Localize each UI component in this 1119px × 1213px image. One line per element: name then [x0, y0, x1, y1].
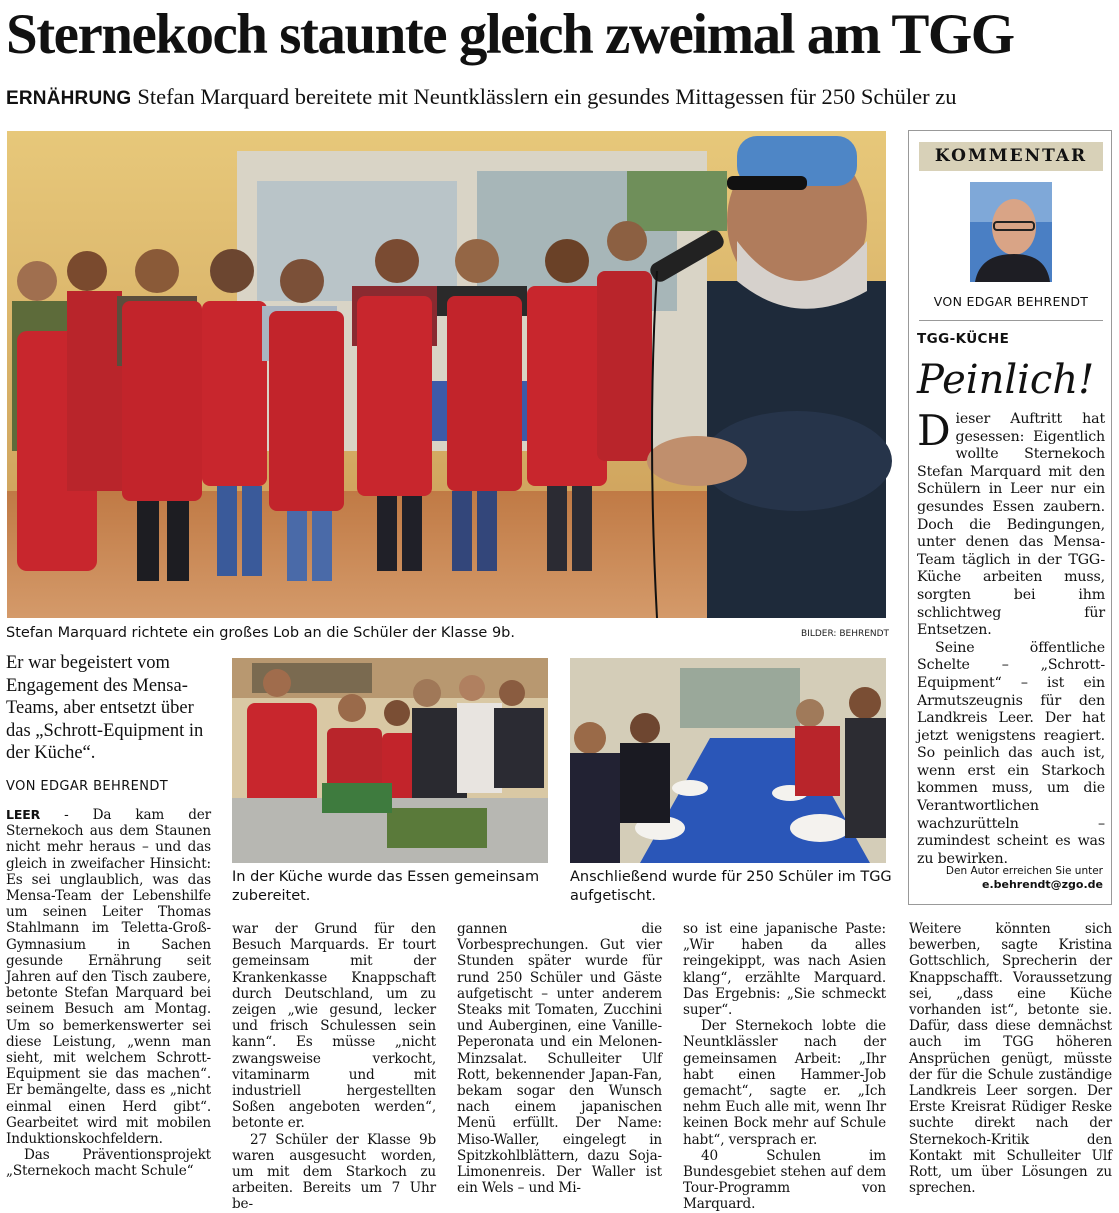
dateline: LEER	[6, 807, 41, 822]
author-email[interactable]: e.behrendt@zgo.de	[982, 878, 1103, 891]
article-column-3	[457, 921, 662, 1197]
photo-table-caption: Anschließend wurde für 250 Schüler im TGG aufgetischt.	[570, 869, 892, 904]
main-photo	[7, 131, 886, 618]
contact-note: Den Autor erreichen Sie unter	[945, 865, 1103, 877]
author-portrait	[970, 182, 1052, 282]
article-paragraph: - Da kam der Sternekoch aus dem Staunen nicht mehr heraus – und das gleich in zweifacher Hinsicht: Es sei unglaublich, was das Mensa-Team der Lebenshilfe um seinen Leiter Thomas Stahlmann im Teletta-Groß-Gymnasium in Sachen gesunde Ernährung seit Jahren auf den Tisch zaubere, betonte Stefan Marquard bei seinem Besuch am Montag. Um so bemerkenswerter sei diese Leistung, „wenn man sieht, mit welchem Schrott-Equipment sie das machen“. Er bemängelte, dass es „nicht einmal einen Herd gibt“. Gearbeitet wird mit mobilen Induktionskochfeldern.	[6, 807, 211, 1148]
article-column-5	[909, 921, 1112, 1197]
main-photo-image	[7, 131, 886, 618]
article-paragraph: Der Sternekoch lobte die Neuntklässler nach der gemeinsamen Arbeit: „Ihr habt einen Hammer-Job gemacht“, sagte er. „Ich nehm Euch alle mit, wenn Ihr keinen Bock mehr auf Schule habt“, versprach er.	[683, 1018, 886, 1148]
article-paragraph: Das Präventionsprojekt „Sternekoch macht Schule“	[6, 1147, 211, 1180]
divider	[919, 320, 1103, 321]
photo-credit: BILDER: BEHRENDT	[801, 629, 890, 639]
main-photo-caption: Stefan Marquard richtete ein großes Lob an die Schüler der Klasse 9b.	[6, 625, 515, 641]
article-paragraph: 27 Schüler der Klasse 9b waren ausgesucht worden, um mit dem Starkoch zu arbeiten. Bereits um 7 Uhr be-	[232, 1131, 436, 1213]
kommentar-label: TGG-KÜCHE	[917, 331, 1010, 347]
article-paragraph: 40 Schulen im Bundesgebiet stehen auf dem Tour-Programm von Marquard.	[683, 1147, 886, 1213]
article-column-2	[232, 921, 436, 1213]
byline: VON EDGAR BEHRENDT	[6, 779, 169, 794]
kommentar-paragraph: ieser Auftritt hat gesessen: Eigentlich wollte Sternekoch Stefan Marquard mit den Schülern in Leer nur ein gesundes Essen zaubern. Doch die Bedingungen, unter denen das Mensa-Team täglich in der TGG-Küche arbeiten muss, sorgten bei ihm schlichtweg für Entsetzen.	[917, 411, 1105, 639]
article-column-4	[683, 921, 886, 1213]
author-portrait-image	[970, 182, 1052, 282]
subline-text: Stefan Marquard bereitete mit Neuntklässlern ein gesundes Mittagessen für 250 Schüler zu	[137, 84, 957, 109]
teaser: Er war begeistert vom Engagement des Mensa-Teams, aber entsetzt über das „Schrott-Equipment in der Küche“.	[6, 653, 204, 763]
headline: Sternekoch staunte gleich zweimal am TGG	[6, 3, 1014, 66]
kommentar-body	[917, 406, 1105, 868]
photo-table-image	[570, 658, 886, 863]
kommentar-header: KOMMENTAR	[919, 142, 1103, 171]
article-paragraph: Weitere könnten sich bewerben, sagte Kristina Gottschlich, Sprecherin der Knappschafft. Voraussetzung sei, „dass eine Küche vorhanden ist“, betonte sie. Dafür, dass diese demnächst auch im TGG höheren Ansprüchen genügt, müsste der für die Schule zuständige Landkreis Leer sorgen. Der Erste Kreisrat Rüdiger Reske suchte direkt nach der Sternekoch-Kritik den Kontakt mit Schulleiter Ulf Rott, um über Lösungen zu sprechen.	[909, 921, 1112, 1197]
article-paragraph: so ist eine japanische Paste: „Wir haben da alles reingekippt, was nach Asien klang“, erzählte Marquard. Das Ergebnis: „Sie schmeckt super“.	[683, 921, 886, 1019]
kommentar-byline: VON EDGAR BEHRENDT	[933, 294, 1089, 309]
kommentar-paragraph: Seine öffentliche Schelte – „Schrott-Equipment“ – ist ein Armutszeugnis für den Landkreis Leer. Der hat jetzt wenigstens reagiert. So peinlich das auch ist, wenn erst ein Starkoch kommen muss, um die Verantwortlichen wachzurütteln – zumindest scheint es was zu bewirken.	[917, 639, 1105, 867]
article-column-1	[6, 807, 211, 1187]
photo-kitchen	[232, 658, 548, 863]
kommentar-box	[908, 130, 1112, 905]
kommentar-title: Peinlich!	[917, 357, 1095, 403]
photo-table	[570, 658, 886, 863]
photo-kitchen-image	[232, 658, 548, 863]
section-kicker: ERNÄHRUNG	[6, 88, 132, 109]
dropcap: D	[917, 406, 951, 455]
article-paragraph: war der Grund für den Besuch Marquards. Er tourt gemeinsam mit der Krankenkasse Knappschaft durch Deutschland, um zu zeigen „wie gesund, lecker und frisch Schulessen sein kann“. Es müsse „nicht zwangsweise verkocht, vitaminarm und mit industriell hergestellten Soßen angeboten werden“, betonte er.	[232, 921, 436, 1132]
subline	[6, 82, 1111, 114]
photo-kitchen-caption: In der Küche wurde das Essen gemeinsam zubereitet.	[232, 869, 540, 904]
article-paragraph: gannen die Vorbesprechungen. Gut vier Stunden später wurde für rund 250 Schüler und Gäste aufgetischt – unter anderem Steaks mit Tomaten, Zucchini und Auberginen, eine Vanille-Peperonata und ein Melonen-Minzsalat. Schulleiter Ulf Rott, bekennender Japan-Fan, bekam sogar den Wunsch nach einem japanischen Menü erfüllt. Der Name: Miso-Waller, eingelegt in Spitzkohlblättern, dazu Soja-Limonenreis. Der Waller ist ein Wels – und Mi-	[457, 921, 662, 1197]
kommentar-footer	[946, 864, 1103, 892]
